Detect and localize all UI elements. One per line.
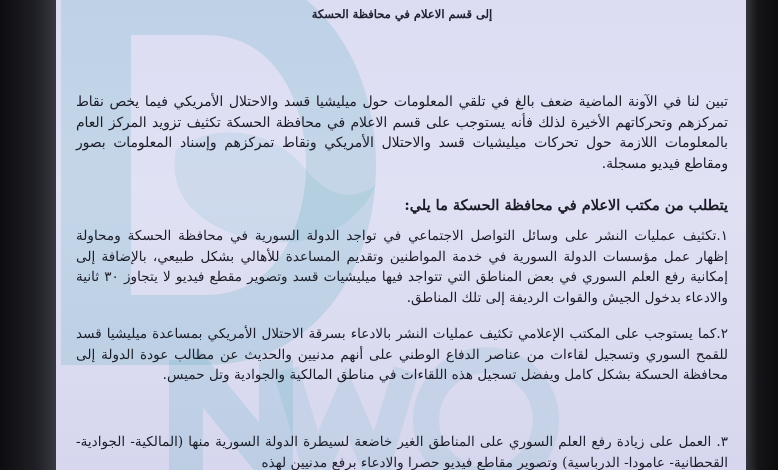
recipient-line: إلى قسم الاعلام في محافظة الحسكة — [311, 7, 493, 21]
document-paper — [56, 0, 746, 470]
requirements-heading: يتطلب من مكتب الاعلام في محافظة الحسكة ما يلي: — [404, 197, 728, 214]
intro-paragraph: تبين لنا في الآونة الماضية ضعف بالغ في تلقي المعلومات حول ميليشيا قسد والاحتلال الأمريكي فيما يخص نقاط تمركزهم وتحركاتهم الأخيرة لذلك فأنه يستوجب على قسم الاعلام في محافظة الحسكة تكثيف تزويد المركز العام بالمعلومات اللازمة حول تحركات ميليشيات قسد والاحتلال الأمريكي ونقاط تمركزهم وإسناد المعلومات بصور ومقاطع فيديو مسجلة. — [76, 94, 728, 172]
document-body — [76, 0, 728, 470]
requirement-item-3: ٣. العمل على زيادة رفع العلم السوري على المناطق الغير خاضعة لسيطرة الدولة السورية منها (المالكية- الجوادية- القحطانية- عامودا- الدرباسية) وتصوير مقاطع فيديو حصرا والادعاء برفع مدنيين لهذه — [76, 434, 728, 470]
photo-right-edge — [744, 0, 778, 470]
photo-left-edge — [0, 0, 58, 470]
requirement-item-2: ٢.كما يستوجب على المكتب الإعلامي تكثيف عمليات النشر بالادعاء بسرقة الاحتلال الأمريكي بمساعدة ميليشيا قسد للقمح السوري وتسجيل لقاءات من عناصر الدفاع الوطني على أنهم مدنيين والحديث عن مطالب عودة الدولة إلى محافظة الحسكة بشكل كامل ويفضل تسجيل هذه اللقاءات في مناطق المالكية والجوادية وتل حميس. — [76, 326, 728, 383]
requirement-item-1: ١.تكثيف عمليات النشر على وسائل التواصل الاجتماعي في تواجد الدولة السورية في محافظة الحسكة ومحاولة إظهار عمل مؤسسات الدولة السورية في خدمة المواطنين وتقديم المساعدة للأهالي بشكل طبيعي، بالإضافة إلى إمكانية رفع العلم السوري في بعض المناطق التي تتواجد فيها ميليشيات قسد وتصوير مقطع فيديو لا يتجاوز ٣٠ ثانية والادعاء بدخول الجيش والقوات الرديفة إلى تلك المناطق. — [76, 228, 728, 306]
